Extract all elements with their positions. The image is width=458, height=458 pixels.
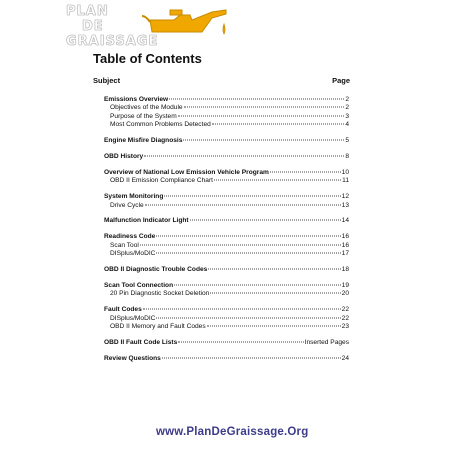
toc-section-entry[interactable] [104,153,349,161]
watermark-logo [0,0,228,52]
toc-section-entry[interactable] [104,355,349,363]
dot-leader [212,124,345,125]
toc-entry-label: OBD II Emission Compliance Chart [110,177,213,185]
toc-section [104,96,349,130]
toc-entry-label: OBD II Memory and Fault Codes [110,322,206,330]
toc-entry-page: 22 [341,306,349,314]
dot-leader [156,236,340,237]
toc-entry-label: DISplus/MoDIC [110,314,156,322]
toc-subentry[interactable] [104,323,349,331]
toc-entry-label: OBD II Fault Code Lists [104,338,178,346]
dot-leader [184,107,345,108]
dot-leader [140,244,341,245]
toc-entry-label: 20 Pin Diagnostic Socket Deletion [110,290,210,298]
footer-url[interactable]: www.PlanDeGraissage.Org [156,426,309,438]
toc-entry-page: 14 [341,217,349,225]
subject-heading: Subject [93,76,121,85]
logo-text-line1: PLAN [66,4,109,19]
toc-entry-page: 16 [341,241,349,249]
toc-entry-label: Purpose of the System [110,112,177,120]
toc-entry-label: Scan Tool Connection [104,281,174,289]
dot-leader [210,293,340,294]
dot-leader [143,309,341,310]
toc-entry-page: 20 [341,290,349,298]
toc-subentry[interactable] [104,290,349,298]
toc-section-entry[interactable] [104,217,349,225]
toc-section [104,169,349,186]
page-title: Table of Contents [93,51,202,66]
toc-section-entry[interactable] [104,169,349,177]
toc-subentry[interactable] [104,104,349,112]
toc-section-entry[interactable] [104,266,349,274]
dot-leader [183,140,344,141]
toc-entry-page: 2 [345,104,349,112]
toc-entry-page: 23 [341,322,349,330]
toc-entry-label: OBD History [104,152,144,160]
toc-entry-label: Drive Cycle [110,201,144,209]
toc-entry-page: 17 [341,250,349,258]
toc-entry-page: 18 [341,265,349,273]
toc-section-entry[interactable] [104,233,349,241]
toc-entry-label: Overview of National Low Emission Vehicle Program [104,168,269,176]
dot-leader [178,115,345,116]
dot-leader [208,268,340,269]
toc-entry-page: 19 [341,281,349,289]
logo-text-line2: DE [82,19,104,34]
toc-entry-label: System Monitoring [104,193,164,201]
toc-entry-label: Engine Misfire Diagnosis [104,137,183,145]
toc-section [104,233,349,258]
dot-leader [169,99,344,100]
dot-leader [190,220,341,221]
toc-subentry[interactable] [104,242,349,250]
toc-section [104,193,349,210]
toc-subentry[interactable] [104,315,349,323]
toc-entry-label: DISplus/MoDIC [110,250,156,258]
toc-section-entry[interactable] [104,137,349,145]
page-heading: Page [332,76,350,85]
dot-leader [145,204,341,205]
toc-entry-label: OBD II Diagnostic Trouble Codes [104,265,208,273]
toc-entry-page: 2 [345,96,349,103]
toc-section [104,355,349,363]
toc-entry-label: Readiness Code [104,233,156,241]
dot-leader [174,284,341,285]
dot-leader [207,325,341,326]
toc-section [104,282,349,299]
toc-entry-page: 12 [341,193,349,201]
toc-subentry[interactable] [104,113,349,121]
toc-entry-label: Objectives of the Module [110,104,183,112]
table-of-contents [104,96,349,371]
toc-entry-page: 13 [341,201,349,209]
dot-leader [144,155,344,156]
dot-leader [156,253,340,254]
toc-entry-page: 5 [345,137,349,145]
toc-section [104,217,349,225]
toc-section-entry[interactable] [104,96,349,104]
toc-section-entry[interactable] [104,193,349,201]
toc-subentry[interactable] [104,202,349,210]
toc-section-entry[interactable] [104,282,349,290]
dot-leader [178,341,303,342]
toc-section [104,266,349,274]
toc-column-header [93,76,350,88]
toc-entry-page: 16 [341,233,349,241]
toc-entry-label: Malfunction Indicator Light [104,217,189,225]
toc-entry-page: 24 [341,354,349,362]
toc-entry-label: Review Questions [104,354,161,362]
toc-section [104,153,349,161]
toc-section [104,306,349,331]
oil-can-icon [140,2,230,46]
toc-section [104,339,349,347]
toc-subentry[interactable] [104,177,349,185]
toc-entry-page: 10 [341,168,349,176]
dot-leader [164,196,340,197]
dot-leader [270,171,341,172]
dot-leader [162,357,341,358]
dot-leader [156,317,340,318]
toc-entry-label: Most Common Problems Detected [110,121,211,129]
toc-entry-page: 3 [345,112,349,120]
logo-text-line3: GRAISSAGE [66,34,159,49]
toc-section [104,137,349,145]
toc-section-entry[interactable] [104,339,349,347]
toc-entry-page: 22 [341,314,349,322]
toc-subentry[interactable] [104,121,349,129]
toc-entry-label: Fault Codes [104,306,142,314]
toc-section-entry[interactable] [104,306,349,314]
toc-entry-page: 8 [345,152,349,160]
toc-entry-page: 11 [342,177,349,185]
toc-entry-label: Emissions Overview [104,96,169,103]
toc-entry-label: Scan Tool [110,241,139,249]
toc-entry-page: 4 [345,121,349,129]
toc-subentry[interactable] [104,250,349,258]
dot-leader [214,180,341,181]
toc-entry-page: Inserted Pages [304,338,349,346]
